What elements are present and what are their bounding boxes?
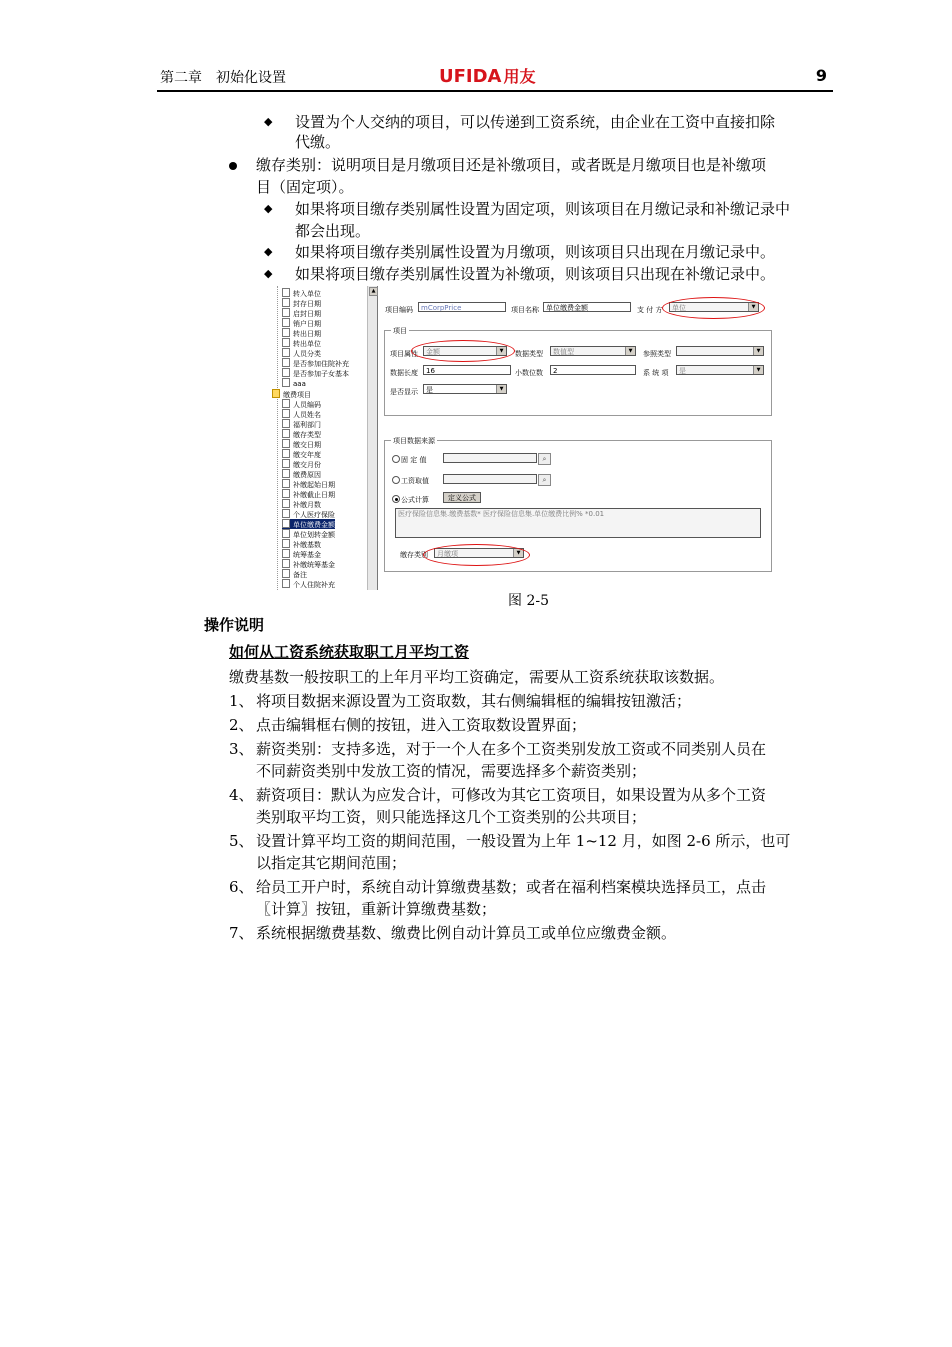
body-line: 如果将项目缴存类别属性设置为固定项，则该项目在月缴记录和补缴记录中	[295, 200, 791, 218]
document-icon	[282, 439, 290, 448]
step-text: 设置计算平均工资的期间范围，一般设置为上年 1~12 月，如图 2-6 所示，也可	[256, 832, 791, 850]
code-label: 项目编码	[385, 306, 413, 314]
bullet-diamond-icon: ◆	[264, 245, 273, 258]
tree-item-label: 个人住院补充	[293, 581, 335, 590]
tree-group[interactable]	[272, 389, 311, 399]
show-label: 是否显示	[390, 388, 418, 396]
document-icon	[282, 469, 290, 478]
document-icon	[282, 499, 290, 508]
step-text: 点击编辑框右侧的按钮，进入工资取数设置界面；	[256, 716, 587, 734]
document-icon	[282, 519, 290, 528]
fixed-label: 固 定 值	[401, 456, 427, 464]
highlight-oval	[662, 297, 765, 319]
document-icon	[282, 308, 290, 317]
document-icon	[282, 459, 290, 468]
payer-select[interactable]: 单位 ▼	[669, 302, 759, 312]
ufida-logo: UFIDA 用友	[439, 66, 536, 87]
document-icon	[282, 318, 290, 327]
attr-select[interactable]: 金额 ▼	[423, 346, 507, 356]
code-field[interactable]: mCorpPrice	[418, 302, 506, 312]
tree-item[interactable]	[282, 318, 321, 328]
tree-item[interactable]	[282, 539, 321, 549]
tree-item[interactable]	[282, 358, 349, 368]
figure-caption: 图 2-5	[508, 593, 549, 609]
tree-item-label: 人员姓名	[293, 410, 321, 419]
tree-item-label: 补缴月数	[293, 501, 321, 510]
document-icon	[282, 338, 290, 347]
tree-item[interactable]	[282, 288, 321, 298]
name-field[interactable]: 单位缴费金额	[543, 302, 631, 312]
tree-item-label: 人员编码	[293, 400, 321, 409]
show-select[interactable]: 是 ▼	[423, 384, 507, 394]
tree-item[interactable]	[282, 569, 307, 579]
bullet-dot-icon	[229, 162, 237, 170]
step-text: 系统根据缴费基数、缴费比例自动计算员工或单位应缴费金额。	[256, 924, 677, 942]
document-icon	[282, 539, 290, 548]
payer-label: 支 付 方	[637, 306, 663, 314]
tree-item[interactable]	[282, 368, 349, 378]
document-icon	[282, 489, 290, 498]
tree-item-label: 补缴统筹基金	[293, 561, 335, 570]
step-text: 薪资项目：默认为应发合计，可修改为其它工资项目，如果设置为从多个工资	[256, 786, 767, 804]
chevron-down-icon: ▼	[496, 385, 506, 393]
document-icon	[282, 479, 290, 488]
ref-label: 参照类型	[643, 350, 671, 358]
chevron-down-icon: ▼	[753, 366, 763, 374]
body-line: 如果将项目缴存类别属性设置为月缴项，则该项目只出现在月缴记录中。	[295, 243, 776, 261]
tree-item-label: 缴交月份	[293, 460, 321, 469]
tree-item[interactable]	[282, 469, 321, 479]
tree-item-label: 是否参加子女基本	[293, 370, 349, 379]
tree-item-label: 备注	[293, 571, 307, 580]
tree-item[interactable]	[282, 459, 321, 469]
body-line: 目（固定项）。	[256, 178, 354, 196]
step-number: 2、	[229, 716, 254, 734]
tree-item[interactable]	[282, 509, 335, 519]
tree-item-label: 单位划转金额	[293, 531, 335, 540]
tree-item[interactable]	[282, 378, 306, 388]
step-number: 7、	[229, 924, 254, 942]
step-number: 3、	[229, 740, 254, 758]
len-field[interactable]: 16	[423, 365, 511, 375]
document-icon	[282, 579, 290, 588]
search-icon[interactable]: ⌕	[538, 453, 551, 465]
wage-label: 工资取值	[401, 477, 429, 485]
step-text: 将项目数据来源设置为工资取数，其右侧编辑框的编辑按钮激活；	[256, 692, 692, 710]
dec-field[interactable]: 2	[550, 365, 636, 375]
document-icon	[282, 409, 290, 418]
item-tree	[270, 286, 378, 590]
document-icon	[282, 399, 290, 408]
ref-select[interactable]	[676, 346, 764, 356]
step-text: 以指定其它期间范围；	[256, 854, 407, 872]
step-text: 类别取平均工资，则只能选择这几个工资类别的公共项目；	[256, 808, 647, 826]
document-icon	[282, 419, 290, 428]
tree-item-label: 销户日期	[293, 320, 321, 329]
step-number: 4、	[229, 786, 254, 804]
scroll-up-icon[interactable]: ▲	[369, 287, 378, 296]
intro-text: 缴费基数一般按职工的上年月平均工资确定，需要从工资系统获取该数据。	[229, 668, 725, 686]
tree-item-label: 补缴基数	[293, 541, 321, 550]
tree-item[interactable]	[282, 499, 321, 509]
wage-radio[interactable]	[392, 476, 400, 484]
chevron-down-icon: ▼	[625, 347, 635, 355]
tree-item-label: 封存日期	[293, 300, 321, 309]
subsection-title: 如何从工资系统获取职工月平均工资	[229, 643, 470, 661]
tree-item[interactable]	[282, 399, 321, 409]
bullet-diamond-icon: ◆	[264, 267, 273, 280]
tree-item-label: 缴费原因	[293, 470, 321, 479]
tree-item-label: aaa	[293, 380, 306, 389]
tree-item-label: 人员分类	[293, 350, 321, 359]
document-icon	[282, 298, 290, 307]
tree-item-label: 缴费项目	[283, 390, 311, 399]
fixed-field[interactable]	[443, 453, 537, 463]
tree-item[interactable]	[282, 549, 321, 559]
tree-item-label: 启封日期	[293, 310, 321, 319]
chevron-down-icon: ▼	[748, 303, 758, 311]
document-icon	[282, 549, 290, 558]
item-group-title: 项目	[393, 327, 407, 335]
document-icon	[282, 358, 290, 367]
body-line: 设置为个人交纳的项目，可以传递到工资系统，由企业在工资中直接扣除	[295, 113, 776, 131]
document-icon	[282, 559, 290, 568]
document-icon	[282, 529, 290, 538]
tree-item[interactable]	[282, 519, 335, 529]
page-header	[157, 64, 833, 92]
folder-icon	[272, 389, 280, 398]
tree-item[interactable]	[282, 308, 321, 318]
tree-item[interactable]	[282, 579, 335, 589]
tree-item[interactable]	[282, 439, 321, 449]
tree-item-label: 补缴截止日期	[293, 491, 335, 499]
tree-item-label: 补缴起始日期	[293, 480, 335, 489]
attr-label: 项目属性	[390, 350, 418, 358]
chevron-down-icon: ▼	[496, 347, 506, 355]
bullet-diamond-icon: ◆	[264, 202, 273, 215]
bullet-diamond-icon: ◆	[264, 115, 273, 128]
step-number: 5、	[229, 832, 254, 850]
tree-item-label: 统筹基金	[293, 551, 321, 560]
page-number: 9	[815, 66, 827, 85]
section-title: 操作说明	[204, 616, 265, 634]
step-text: 薪资类别：支持多选，对于一个人在多个工资类别发放工资或不同类别人员在	[256, 740, 767, 758]
step-text: 给员工开户时，系统自动计算缴费基数；或者在福利档案模块选择员工，点击	[256, 878, 767, 896]
chevron-down-icon: ▼	[513, 549, 523, 557]
tree-item-label: 福利部门	[293, 420, 321, 429]
document-icon	[282, 509, 290, 518]
highlight-oval	[411, 340, 515, 362]
body-line: 都会出现。	[295, 222, 371, 240]
body-line: 代缴。	[295, 133, 341, 151]
dtype-label: 数据类型	[515, 350, 543, 358]
formula-radio[interactable]	[392, 495, 400, 503]
highlight-oval	[423, 544, 530, 566]
tree-item[interactable]	[282, 409, 321, 419]
type-select[interactable]: 月缴项 ▼	[434, 548, 524, 558]
tree-item[interactable]	[282, 529, 335, 539]
document-icon	[282, 429, 290, 438]
tree-item[interactable]	[282, 489, 335, 499]
document-icon	[282, 378, 290, 387]
tree-item-label: 转出单位	[293, 340, 321, 349]
formula-label: 公式计算	[401, 496, 429, 504]
formula-text[interactable]: 医疗保险信息集.缴费基数* 医疗保险信息集.单位缴费比例% *0.01	[395, 508, 761, 538]
chevron-down-icon: ▼	[753, 347, 763, 355]
item-form	[380, 286, 783, 590]
search-icon[interactable]: ⌕	[538, 474, 551, 486]
step-number: 1、	[229, 692, 254, 710]
step-text: 〖计算〗按钮，重新计算缴费基数；	[256, 900, 497, 918]
tree-item-label: 个人医疗保险	[293, 511, 335, 520]
type-label: 缴存类别	[400, 551, 428, 559]
tree-item-label: 缴交年度	[293, 450, 321, 459]
fixed-radio[interactable]	[392, 455, 400, 463]
dtype-select[interactable]: 数值型 ▼	[550, 346, 636, 356]
tree-item-label: 缴存类型	[293, 430, 321, 439]
source-group-title: 项目数据来源	[393, 437, 435, 445]
tree-item[interactable]	[282, 328, 321, 338]
tree-item-label: 是否参加住院补充	[293, 360, 349, 369]
dec-label: 小数位数	[515, 369, 543, 377]
tree-item[interactable]	[282, 479, 335, 489]
tree-item[interactable]	[282, 559, 335, 569]
tree-item-label: 缴交日期	[293, 440, 321, 449]
tree-item[interactable]	[282, 429, 321, 439]
document-icon	[282, 569, 290, 578]
tree-item[interactable]	[282, 449, 321, 459]
document-icon	[282, 368, 290, 377]
document-icon	[282, 288, 290, 297]
document-icon	[282, 328, 290, 337]
body-line: 如果将项目缴存类别属性设置为补缴项，则该项目只出现在补缴记录中。	[295, 265, 776, 283]
wage-field[interactable]	[443, 474, 537, 484]
tree-item[interactable]	[282, 348, 321, 358]
tree-item[interactable]	[282, 338, 321, 348]
sys-select[interactable]: 是 ▼	[676, 365, 764, 375]
document-icon	[282, 348, 290, 357]
tree-item-label: 转出日期	[293, 330, 321, 339]
sys-label: 系 统 项	[643, 369, 669, 377]
len-label: 数据长度	[390, 369, 418, 377]
figure-screenshot	[270, 286, 783, 590]
document-icon	[282, 449, 290, 458]
define-formula-button[interactable]: 定义公式	[443, 492, 481, 503]
step-number: 6、	[229, 878, 254, 896]
tree-scrollbar[interactable]	[367, 286, 377, 590]
tree-item[interactable]	[282, 419, 321, 429]
name-label: 项目名称	[511, 306, 539, 314]
step-text: 不同薪资类别中发放工资的情况，需要选择多个薪资类别；	[256, 762, 647, 780]
body-line: 缴存类别：说明项目是月缴项目还是补缴项目，或者既是月缴项目也是补缴项	[256, 156, 767, 174]
chapter-title: 第二章 初始化设置	[160, 70, 286, 86]
tree-item[interactable]	[282, 298, 321, 308]
tree-item-label: 单位缴费金额	[293, 521, 335, 530]
tree-item-label: 转入单位	[293, 290, 321, 298]
